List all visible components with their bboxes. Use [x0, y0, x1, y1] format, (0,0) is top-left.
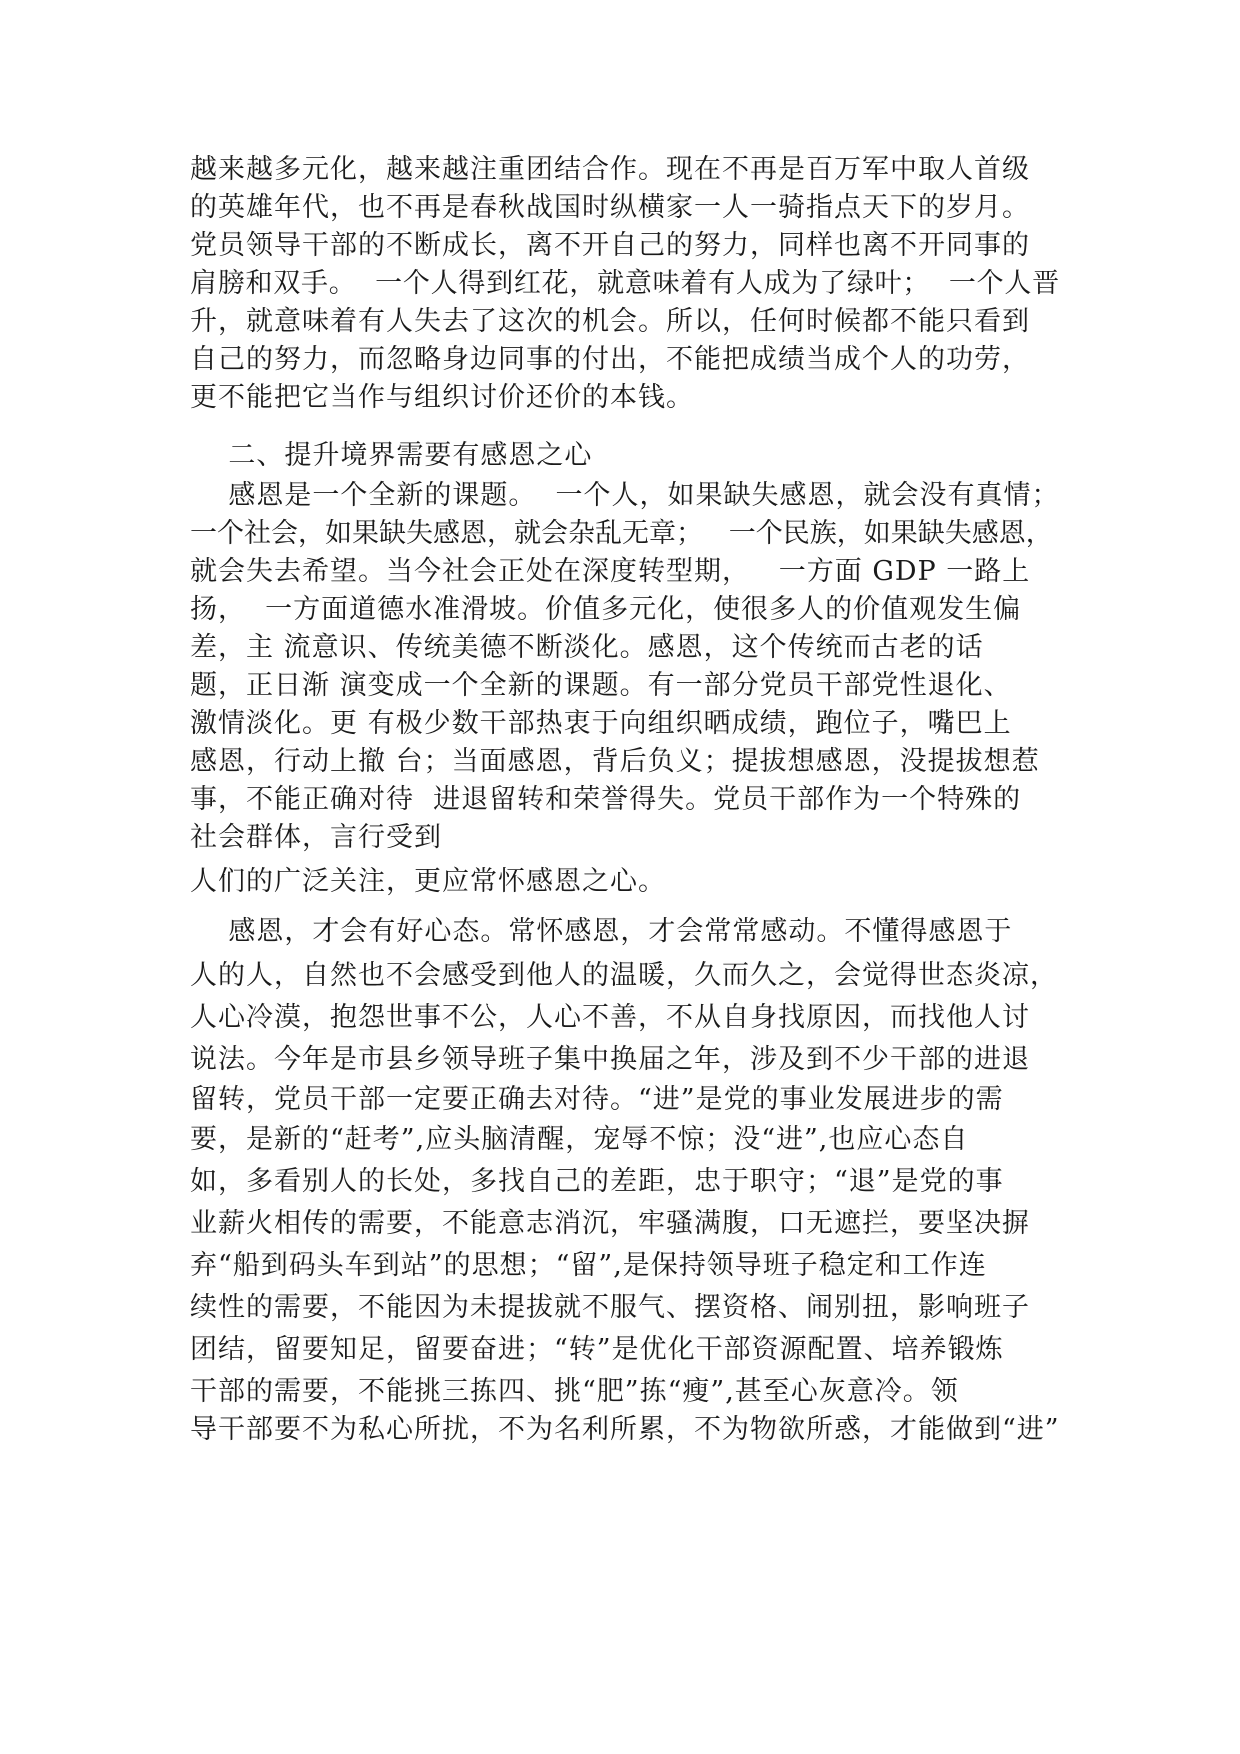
text-line: 越来越多元化，越来越注重团结合作。现在不再是百万军中取人首级 — [190, 154, 1030, 185]
text-line: 差，主 流意识、传统美德不断淡化。感恩，这个传统而古老的话 — [190, 632, 984, 663]
text-line: 感恩，才会有好心态。常怀感恩，才会常常感动。不懂得感恩于 — [190, 916, 1013, 947]
text-line: 弃“船到码头车到站”的思想；“留”,是保持领导班子稳定和工作连 — [190, 1250, 987, 1281]
text-line: 留转，党员干部一定要正确去对待。“进”是党的事业发展进步的需 — [190, 1084, 1004, 1115]
text-line: 的英雄年代，也不再是春秋战国时纵横家一人一骑指点天下的岁月。 — [190, 192, 1030, 223]
text-line: 激情淡化。更 有极少数干部热衷于向组织晒成绩，跑位子，嘴巴上 — [190, 708, 1012, 739]
text-line: 题，正日渐 演变成一个全新的课题。有一部分党员干部党性退化、 — [190, 670, 1012, 701]
text-line: 续性的需要，不能因为未提拔就不服气、摆资格、闹别扭，影响班子 — [190, 1292, 1030, 1323]
text-line: 说法。今年是市县乡领导班子集中换届之年，涉及到不少干部的进退 — [190, 1044, 1030, 1075]
text-line: 如，多看别人的长处，多找自己的差距，忠于职守；“退”是党的事 — [190, 1166, 1004, 1197]
text-line: 更不能把它当作与组织讨价还价的本钱。 — [190, 382, 694, 413]
text-line: 党员领导干部的不断成长，离不开自己的努力，同样也离不开同事的 — [190, 230, 1030, 261]
text-line: 一个社会，如果缺失感恩，就会杂乱无章； 一个民族，如果缺失感恩， — [190, 518, 1053, 549]
text-line: 就会失去希望。当今社会正处在深度转型期， 一方面 GDP 一路上 — [190, 556, 1031, 587]
text-line: 事，不能正确对待 进退留转和荣誉得失。党员干部作为一个特殊的 — [190, 784, 1022, 815]
text-line: 团结，留要知足，留要奋进；“转”是优化干部资源配置、培养锻炼 — [190, 1334, 1004, 1365]
text-line: 自己的努力，而忽略身边同事的付出，不能把成绩当成个人的功劳， — [190, 344, 1030, 375]
text-line: 干部的需要，不能挑三拣四、挑“肥”拣“瘦”,甚至心灰意冷。领 — [190, 1376, 959, 1407]
text-line: 人们的广泛关注，更应常怀感恩之心。 — [190, 866, 666, 897]
text-line: 业薪火相传的需要，不能意志消沉，牢骚满腹，口无遮拦，要坚决摒 — [190, 1208, 1030, 1239]
text-line: 人的人，自然也不会感受到他人的温暖，久而久之，会觉得世态炎凉， — [190, 960, 1058, 991]
text-line: 感恩是一个全新的课题。 一个人，如果缺失感恩，就会没有真情； — [190, 480, 1060, 511]
text-line: 人心冷漠，抱怨世事不公，人心不善，不从自身找原因，而找他人讨 — [190, 1002, 1030, 1033]
text-line: 社会群体，言行受到 — [190, 822, 442, 853]
text-line: 要，是新的“赶考”,应头脑清醒，宠辱不惊；没“进”,也应心态自 — [190, 1124, 969, 1155]
text-line: 导干部要不为私心所扰，不为名利所累，不为物欲所惑，才能做到“进” — [190, 1414, 1060, 1445]
text-line: 肩膀和双手。 一个人得到红花，就意味着有人成为了绿叶； 一个人晋 — [190, 268, 1060, 299]
section-heading: 二、提升境界需要有感恩之心 — [190, 440, 593, 471]
text-line: 扬， 一方面道德水准滑坡。价值多元化，使很多人的价值观发生偏 — [190, 594, 1022, 625]
text-line: 感恩，行动上撤 台；当面感恩，背后负义；提拔想感恩，没提拔想惹 — [190, 746, 1040, 777]
text-line: 升，就意味着有人失去了这次的机会。所以，任何时候都不能只看到 — [190, 306, 1030, 337]
